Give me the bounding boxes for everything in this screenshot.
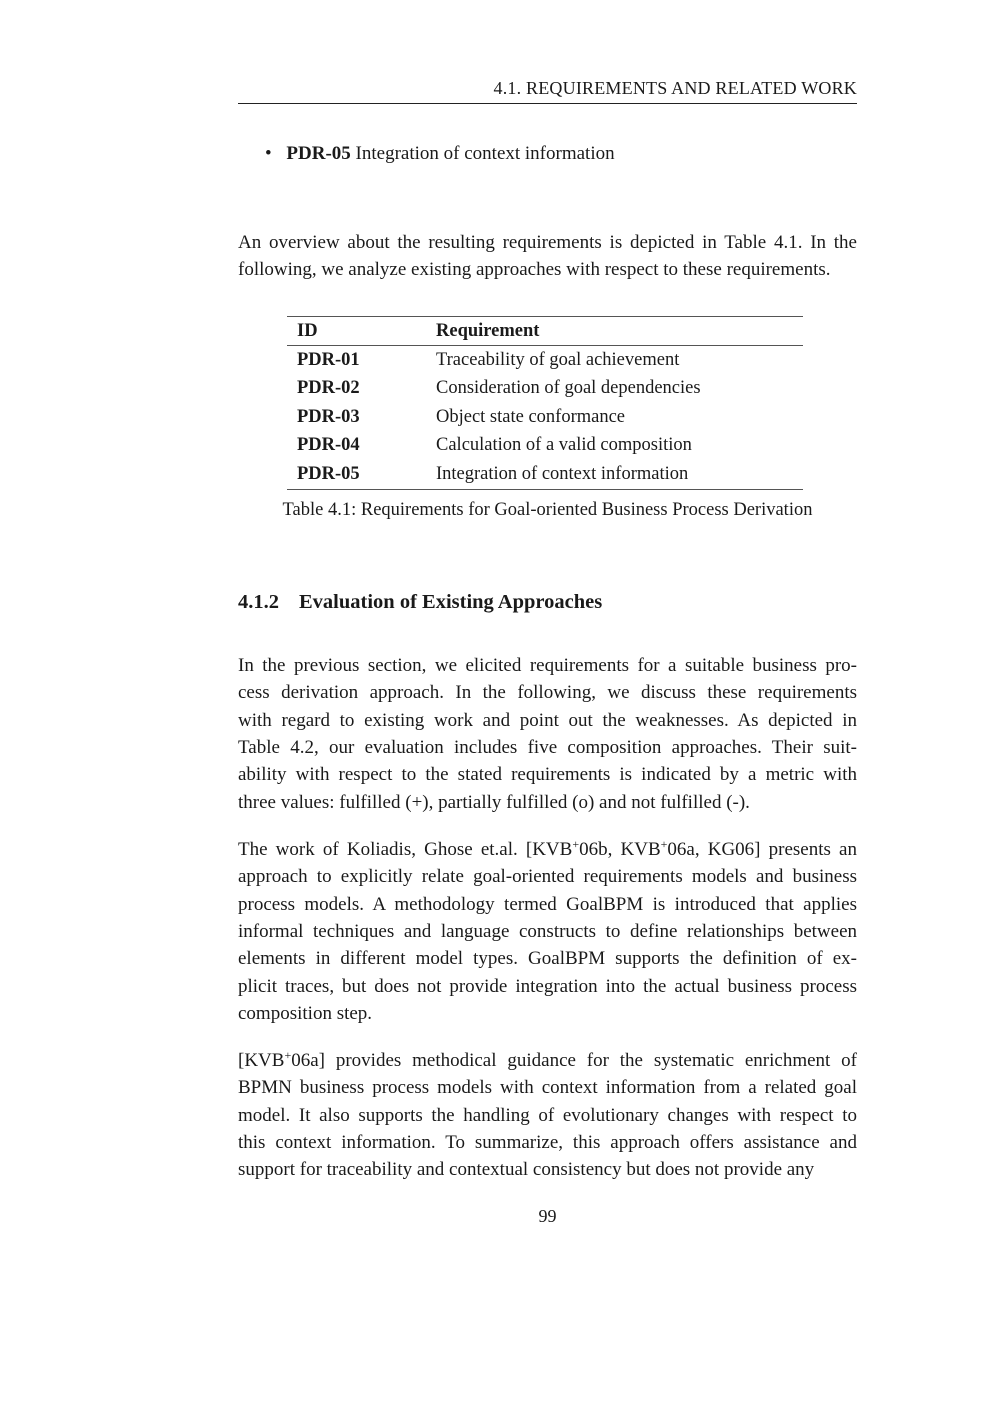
text-segment: with regard to existing work and point out the weaknesses. As depicted in [238,709,857,731]
text-segment: approach to explicitly relate goal-oriented requirements models and business [238,866,857,888]
bullet-id: PDR-05 [286,143,351,164]
row-requirement: Traceability of goal achievement [436,349,680,370]
text-segment: this context information. To summarize, this approach offers assistance and [238,1131,857,1153]
table-caption: Table 4.1: Requirements for Goal-oriented Business Process Derivation [282,500,813,520]
table-header-row [287,317,803,346]
text-segment: Table 4.2, our evaluation includes five composition approaches. Their suit- [238,736,857,758]
table-row [287,375,803,404]
superscript: + [284,1048,292,1062]
text-segment: process models. A methodology termed GoalBPM is introduced that applies [238,893,857,915]
text-segment: cess derivation approach. In the following, we discuss these requirements [238,682,857,704]
row-requirement: Consideration of goal dependencies [436,378,701,399]
text-line [238,918,857,945]
text-line [238,652,857,679]
text-line [238,863,857,890]
table-row [287,403,803,432]
text-line [238,891,857,918]
table-row [287,432,803,461]
text-line [238,229,857,256]
row-id: PDR-02 [297,378,360,399]
text-segment: elements in different model types. GoalBPM supports the definition of ex- [238,948,857,970]
row-requirement: Calculation of a valid composition [436,435,692,456]
row-id: PDR-04 [297,435,360,456]
bullet-text: Integration of context information [350,143,615,164]
row-id: PDR-01 [297,349,360,370]
row-id: PDR-03 [297,406,360,427]
row-requirement: Integration of context information [436,463,689,484]
superscript: + [572,837,580,851]
table-row [287,460,803,489]
bullet-item [265,143,615,165]
text-line [238,1074,857,1101]
text-line [238,734,857,761]
text-segment: following, we analyze existing approaches with respect to these requirements. [238,259,831,281]
table-row [287,346,803,375]
text-segment: three values: fulfilled (+), partially fulfilled (o) and not fulfilled (-). [238,791,750,813]
bullet-symbol: • [265,143,272,164]
header-requirement: Requirement [426,317,803,346]
section-title: Evaluation of Existing Approaches [299,591,603,613]
text-line [238,1047,857,1074]
text-line [238,973,857,1000]
text-segment: 06a] provides methodical guidance for the systematic enrichment of [291,1050,857,1071]
text-line [238,1000,857,1027]
header-id: ID [287,317,426,346]
section-heading [238,591,602,614]
text-segment: support for traceability and contextual consistency but does not provide any [238,1159,815,1181]
text-segment: The work of Koliadis, Ghose et.al. [KVB [238,839,573,860]
text-line [238,1102,857,1129]
text-line [238,1129,857,1156]
text-line [238,761,857,788]
text-segment: In the previous section, we elicited requirements for a suitable business pro- [238,655,857,676]
text-line [238,789,857,816]
text-line [238,256,857,283]
text-line [238,707,857,734]
row-id: PDR-05 [297,463,360,484]
text-segment: An overview about the resulting requirements is depicted in Table 4.1. In the [238,232,857,253]
text-segment: composition step. [238,1002,373,1024]
text-segment: ability with respect to the stated requirements is indicated by a metric with [238,764,857,786]
running-head: 4.1. REQUIREMENTS AND RELATED WORK [493,78,857,98]
text-segment: 06b, KVB [579,839,661,860]
text-segment: 06a, KG06] presents an [667,839,857,860]
text-segment: plicit traces, but does not provide integration into the actual business process [238,975,857,997]
text-line [238,679,857,706]
row-requirement: Object state conformance [436,406,626,427]
requirements-table [287,316,803,490]
text-segment: BPMN business process models with context information from a related goal [238,1077,857,1099]
header-rule [238,103,857,104]
text-segment: [KVB [238,1050,285,1071]
text-line [238,836,857,863]
superscript: + [660,837,668,851]
text-segment: informal techniques and language constructs to define relationships between [238,920,857,942]
text-line [238,1156,857,1183]
section-number: 4.1.2 [238,591,279,613]
page-number: 99 [538,1206,557,1226]
text-segment: model. It also supports the handling of evolutionary changes with respect to [238,1104,857,1126]
text-line [238,945,857,972]
